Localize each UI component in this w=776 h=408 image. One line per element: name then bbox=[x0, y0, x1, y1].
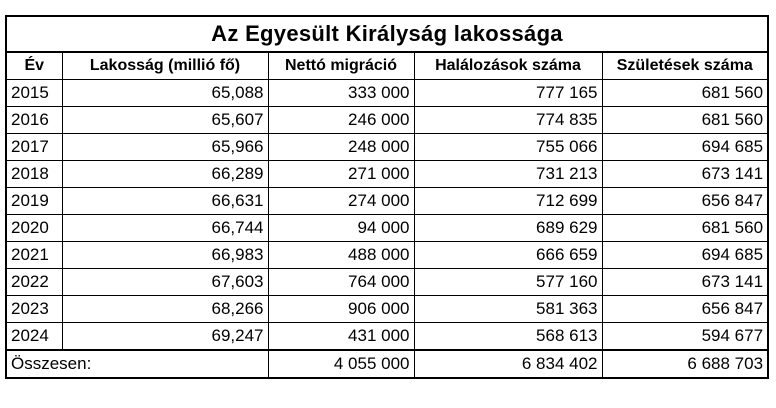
table-row bbox=[6, 242, 768, 269]
cell-year: 2017 bbox=[6, 134, 62, 161]
cell-deaths: 712 699 bbox=[414, 188, 602, 215]
cell-births: 694 685 bbox=[602, 242, 768, 269]
table-row bbox=[6, 161, 768, 188]
cell-deaths: 731 213 bbox=[414, 161, 602, 188]
cell-net-migration: 274 000 bbox=[268, 188, 414, 215]
table-row bbox=[6, 80, 768, 107]
cell-year: 2023 bbox=[6, 296, 62, 323]
cell-births: 681 560 bbox=[602, 215, 768, 242]
table-row bbox=[6, 296, 768, 323]
total-label: Összesen: bbox=[6, 350, 268, 378]
cell-net-migration: 906 000 bbox=[268, 296, 414, 323]
cell-year: 2018 bbox=[6, 161, 62, 188]
cell-year: 2022 bbox=[6, 269, 62, 296]
cell-year: 2016 bbox=[6, 107, 62, 134]
table-row bbox=[6, 107, 768, 134]
cell-population: 65,607 bbox=[62, 107, 268, 134]
population-table-wrapper bbox=[5, 15, 767, 379]
cell-net-migration: 488 000 bbox=[268, 242, 414, 269]
cell-population: 68,266 bbox=[62, 296, 268, 323]
table-row bbox=[6, 323, 768, 351]
cell-population: 66,983 bbox=[62, 242, 268, 269]
cell-births: 656 847 bbox=[602, 188, 768, 215]
cell-births: 673 141 bbox=[602, 269, 768, 296]
cell-net-migration: 333 000 bbox=[268, 80, 414, 107]
cell-population: 67,603 bbox=[62, 269, 268, 296]
cell-births: 694 685 bbox=[602, 134, 768, 161]
cell-year: 2021 bbox=[6, 242, 62, 269]
table-title: Az Egyesült Királyság lakossága bbox=[6, 16, 768, 52]
cell-births: 594 677 bbox=[602, 323, 768, 351]
cell-deaths: 777 165 bbox=[414, 80, 602, 107]
cell-population: 65,966 bbox=[62, 134, 268, 161]
cell-year: 2015 bbox=[6, 80, 62, 107]
cell-year: 2024 bbox=[6, 323, 62, 351]
population-table bbox=[5, 15, 769, 379]
total-births: 6 688 703 bbox=[602, 350, 768, 378]
header-population: Lakosság (millió fő) bbox=[62, 52, 268, 80]
cell-deaths: 666 659 bbox=[414, 242, 602, 269]
header-deaths: Halálozások száma bbox=[414, 52, 602, 80]
cell-net-migration: 248 000 bbox=[268, 134, 414, 161]
cell-population: 66,744 bbox=[62, 215, 268, 242]
total-deaths: 6 834 402 bbox=[414, 350, 602, 378]
header-net-migration: Nettó migráció bbox=[268, 52, 414, 80]
table-row bbox=[6, 215, 768, 242]
cell-births: 681 560 bbox=[602, 80, 768, 107]
cell-net-migration: 764 000 bbox=[268, 269, 414, 296]
cell-deaths: 577 160 bbox=[414, 269, 602, 296]
cell-deaths: 581 363 bbox=[414, 296, 602, 323]
cell-births: 656 847 bbox=[602, 296, 768, 323]
cell-deaths: 755 066 bbox=[414, 134, 602, 161]
cell-deaths: 689 629 bbox=[414, 215, 602, 242]
cell-population: 65,088 bbox=[62, 80, 268, 107]
header-row bbox=[6, 52, 768, 80]
cell-net-migration: 246 000 bbox=[268, 107, 414, 134]
table-row bbox=[6, 269, 768, 296]
cell-net-migration: 271 000 bbox=[268, 161, 414, 188]
cell-population: 66,289 bbox=[62, 161, 268, 188]
cell-births: 681 560 bbox=[602, 107, 768, 134]
cell-deaths: 774 835 bbox=[414, 107, 602, 134]
cell-births: 673 141 bbox=[602, 161, 768, 188]
cell-year: 2020 bbox=[6, 215, 62, 242]
cell-deaths: 568 613 bbox=[414, 323, 602, 351]
cell-year: 2019 bbox=[6, 188, 62, 215]
cell-population: 66,631 bbox=[62, 188, 268, 215]
total-net-migration: 4 055 000 bbox=[268, 350, 414, 378]
cell-population: 69,247 bbox=[62, 323, 268, 351]
cell-net-migration: 94 000 bbox=[268, 215, 414, 242]
cell-net-migration: 431 000 bbox=[268, 323, 414, 351]
table-row bbox=[6, 188, 768, 215]
total-row bbox=[6, 350, 768, 378]
header-year: Év bbox=[6, 52, 62, 80]
table-row bbox=[6, 134, 768, 161]
header-births: Születések száma bbox=[602, 52, 768, 80]
